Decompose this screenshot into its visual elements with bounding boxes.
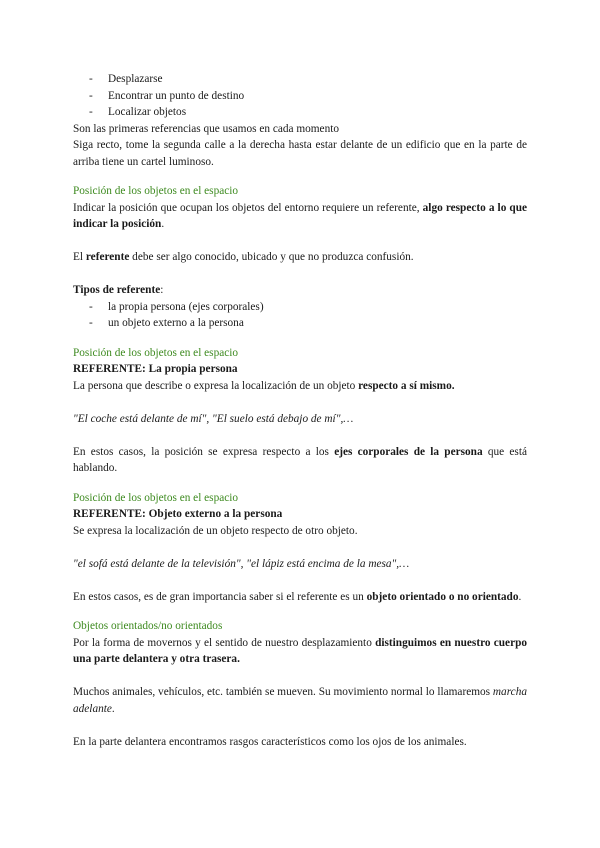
list-item: - la propia persona (ejes corporales) [73,299,527,316]
paragraph: En estos casos, la posición se expresa respecto a los ejes corporales de la persona que está hablando. [73,445,527,474]
paragraph: Por la forma de movernos y el sentido de nuestro desplazamiento distinguimos en nuestro cuerpo una parte delantera y otra trasera. [73,636,528,665]
paragraph: Indicar la posición que ocupan los objetos del entorno requiere un referente, algo respecto a lo que indicar la posición. [73,201,528,230]
section-heading: Objetos orientados/no orientados [73,620,223,632]
example-directions: Siga recto, tome la segunda calle a la derecha hasta estar delante de un edificio que en la parte de arriba tiene un cartel luminoso. [73,139,527,168]
list-dash: - [89,300,93,313]
section-heading: Posición de los objetos en el espacio [73,185,239,197]
paragraph: Son las primeras referencias que usamos en cada momento [73,122,340,135]
list-dash: - [89,106,93,118]
paragraph: Se expresa la localización de un objeto respecto de otro objeto. [73,524,358,537]
section-heading: Posición de los objetos en el espacio [73,346,239,359]
subheading: REFERENTE: La propia persona [73,363,238,375]
example-quote: "El coche está delante de mí", "El suelo está debajo de mí",… [73,412,354,425]
paragraph: El referente debe ser algo conocido, ubicado y que no produzca confusión. [73,251,414,263]
list-item: - Desplazarse [73,71,527,88]
list-item: - Localizar objetos [73,104,527,121]
list-uses [73,71,527,121]
paragraph: En la parte delantera encontramos rasgos característicos como los ojos de los animales. [73,735,467,748]
paragraph: Tipos de referente: [73,284,164,296]
section-heading: Posición de los objetos en el espacio [73,491,239,504]
paragraph: Muchos animales, vehículos, etc. también se mueven. Su movimiento normal lo llamaremos marcha adelante. [73,686,527,715]
list-item: - Encontrar un punto de destino [73,88,527,105]
subheading: REFERENTE: Objeto externo a la persona [73,508,283,520]
paragraph: La persona que describe o expresa la localización de un objeto respecto a sí mismo. [73,379,455,392]
example-quote: "el sofá está delante de la televisión", "el lápiz está encima de la mesa",… [73,557,410,570]
list-dash: - [89,73,93,85]
paragraph: En estos casos, es de gran importancia saber si el referente es un objeto orientado o no orientado. [73,590,522,603]
list-dash: - [89,317,93,329]
list-dash: - [89,89,93,102]
list-item: - un objeto externo a la persona [73,315,527,332]
list-referent-types [73,299,527,332]
document-content [73,71,527,750]
